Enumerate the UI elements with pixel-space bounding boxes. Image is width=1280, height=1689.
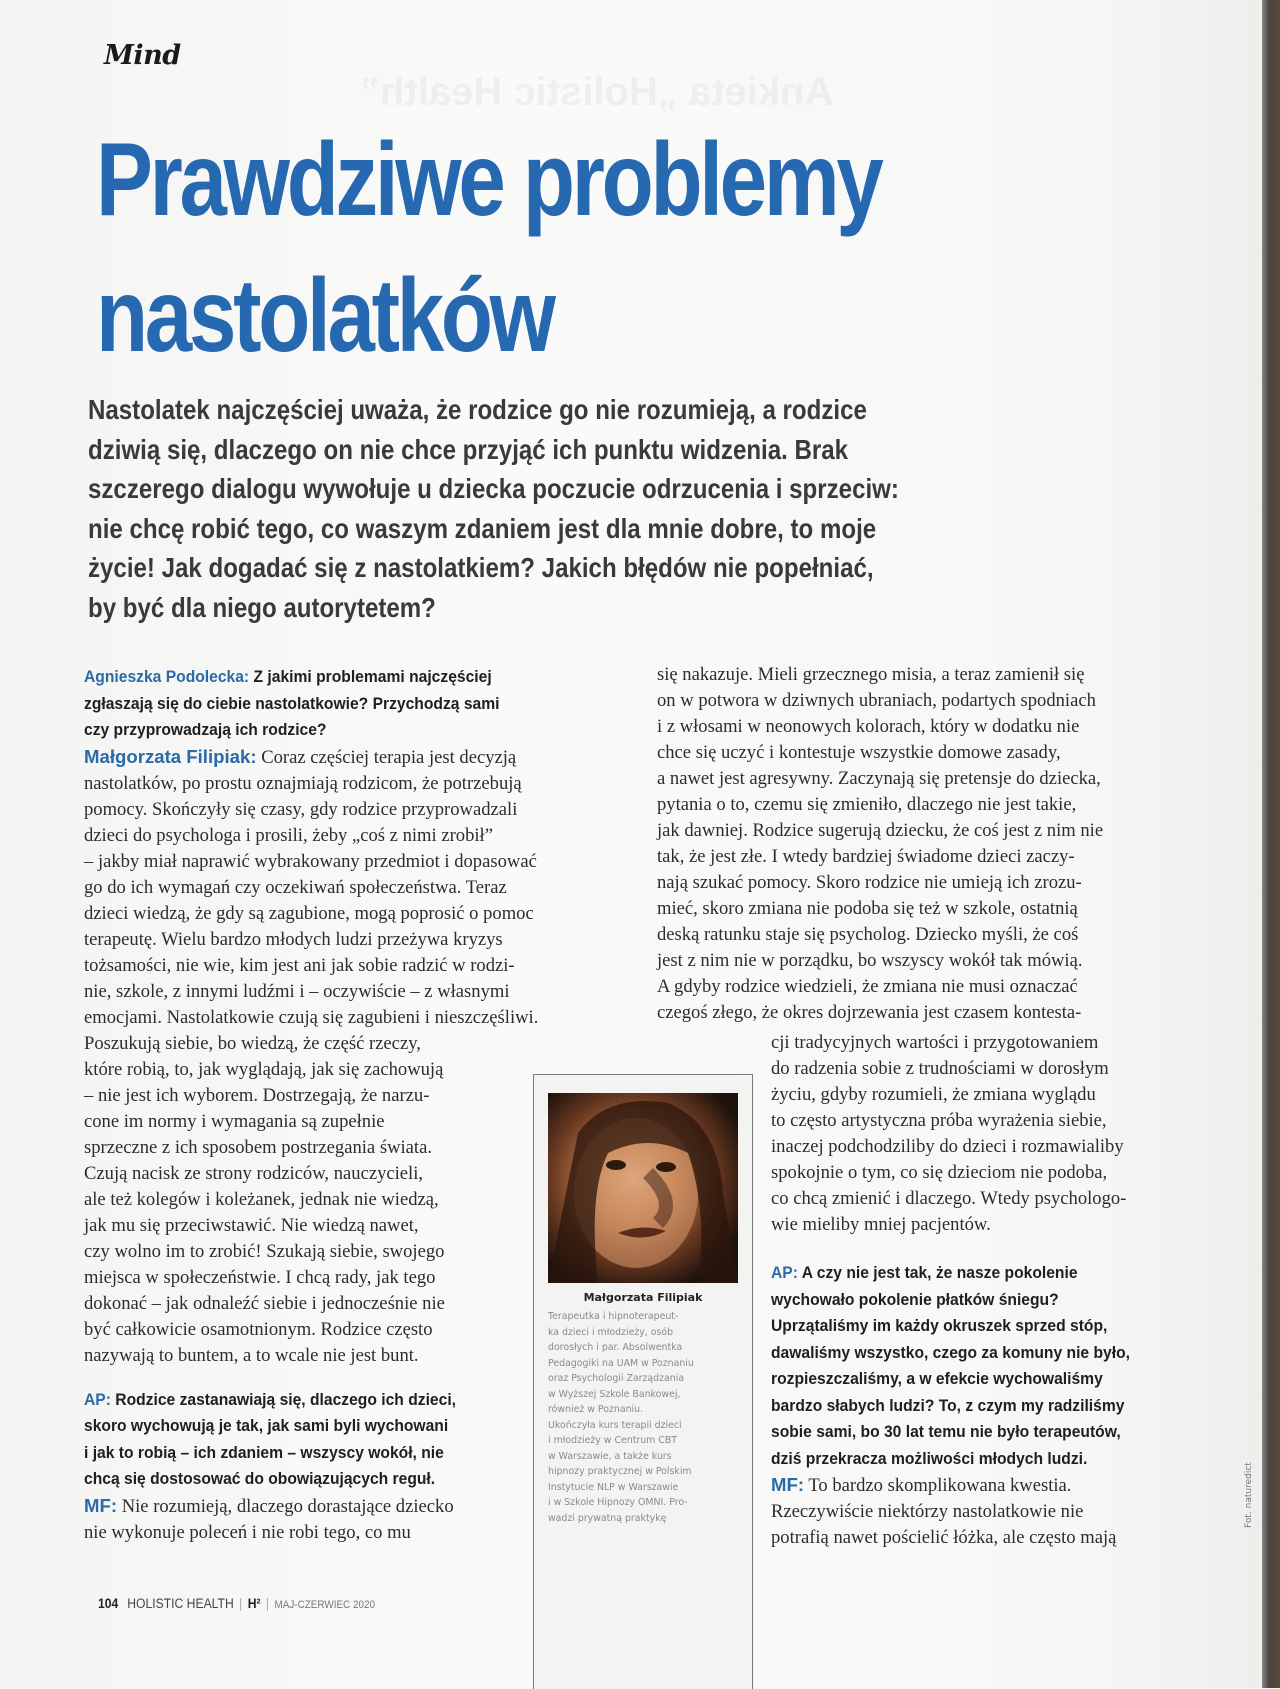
lead-line: życie! Jak dogadać się z nastolatkiem? Jakich błędów nie popełniać,: [88, 552, 874, 583]
profile-name: Małgorzata Filipiak: [583, 1291, 703, 1304]
text-column-1: [84, 664, 604, 1546]
lead-line: szczerego dialogu wywołuje u dziecka poczucie odrzucenia i sprzeciw:: [88, 473, 899, 504]
speaker-label: Małgorzata Filipiak:: [84, 745, 257, 767]
answer-1: Małgorzata Filipiak: Coraz częściej terapia jest decyzją nastolatków, po prostu oznajmiają rodzicom, że potrzebują pomocy. Skończyły się czasy, gdy rodzice przyprowadzali dzieci do psychologa i prosili, żeby „coś z nimi zrobił” – jakby miał naprawić wybrakowany przedmiot i dopasować go do ich wymagań czy oczekiwań społeczeństwa. Teraz dzieci wiedzą, że gdy są zagubione, mogą poprosić o pomoc terapeutę. Wielu bardzo młodych ludzi przeżywa kryzys tożsamości, nie wie, kim jest ani jak sobie radzić w rodzi- nie, szkole, z innymi ludźmi i – oczywiście – z własnymi emocjami. Nastolatkowie czują się zagubieni i nieszczęśliwi. Poszukują siebie, bo wiedzą, że część rzeczy, które robią, to, jak wyglądają, jak się zachowują – nie jest ich wyborem. Dostrzegają, że narzu- cone im normy i wymagania są zupełnie sprzeczne z ich sposobem postrzegania świata. Czują nacisk ze strony rodziców, nauczycieli, ale też kolegów i koleżanek, jednak nie wiedzą, jak mu się przeciwstawić. Nie wiedzą nawet, czy wolno im to zrobić! Szukają siebie, swojego miejsca w społeczeństwie. I chcą rady, jak tego dokonać – jak odnaleźć siebie i jednocześnie nie być całkowicie osamotnionym. Rodzice często nazywają to buntem, a to wcale nie jest bunt.: [84, 745, 539, 1366]
photo-credit: Fot. naturedict: [1244, 1462, 1254, 1528]
question-1: Agnieszka Podolecka: Z jakimi problemami najczęściej zgłaszają się do ciebie nastolatkowie? Przychodzą sami czy przyprowadzają ich rodzice?: [84, 667, 500, 739]
speaker-label: MF:: [84, 1494, 118, 1516]
text-column-3: cji tradycyjnych wartości i przygotowaniem do radzenia sobie z trudnościami w dorosłym życiu, gdyby rozumieli, że zmiana wyglądu to często artystyczna próba wyrażenia siebie, inaczej podchodziliby do dzieci i rozmawialiby spokojnie o tym, co się dzieciom nie podoba, co chcą zmienić i dlaczego. Wtedy psychologo- wie mieliby mniej pacjentów. AP: A czy nie jest tak, że nasze pokolenie wychowało pokolenie płatków śniegu? Uprzątaliśmy im każdy okruszek sprzed stóp, dawaliśmy wszystko, czego za komuny nie było, rozpieszczaliśmy, a w efekcie wychowaliśmy bardzo słabych ludzi? To, z czym my radziliśmy sobie sami, bo 30 lat temu nie było terapeutów, dziś przekracza możliwości młodych ludzi. MF: To bardzo skomplikowana kwestia. Rzeczywiście niektórzy nastolatkowie nie potrafią nawet pościelić łóżka, ale często mają: [771, 1030, 1201, 1551]
title-line: nastolatków: [96, 258, 553, 374]
question-3: AP: A czy nie jest tak, że nasze pokolenie wychowało pokolenie płatków śniegu? Uprzątaliśmy im każdy okruszek sprzed stóp, dawaliśmy wszystko, czego za komuny nie było, rozpieszczaliśmy, a w efekcie wychowaliśmy bardzo słabych ludzi? To, z czym my radziliśmy sobie sami, bo 30 lat temu nie było terapeutów, dziś przekracza możliwości młodych ludzi.: [771, 1263, 1130, 1468]
profile-sidebar: [533, 1074, 753, 1689]
portrait-photo: [548, 1093, 738, 1283]
lead-line: by być dla niego autorytetem?: [88, 591, 436, 623]
magazine-logo: H²: [247, 1596, 261, 1611]
page-spine-edge: [1262, 0, 1280, 1688]
question-2: AP: Rodzice zastanawiają się, dlaczego ich dzieci, skoro wychowują je tak, jak sami byli wychowani i jak to robią – ich zdaniem – wszyscy wokół, nie chcą się dostosować do obowiązujących reguł.: [84, 1389, 457, 1488]
lead-line: nie chcę robić tego, co waszym zdaniem jest dla mnie dobre, to moje: [88, 512, 877, 544]
answer-2: MF: Nie rozumieją, dlaczego dorastające dziecko nie wykonuje poleceń i nie robi tego, co mu: [84, 1494, 454, 1543]
page-footer: 104 HOLISTIC HEALTH | H² | MAJ-CZERWIEC 2020: [98, 1596, 375, 1611]
profile-bio: Terapeutka i hipnoterapeut- ka dzieci i młodzieży, osób dorosłych i par. Absolwentka Pedagogiki na UAM w Poznaniu oraz Psychologii Zarządzania w Wyższej Szkole Bankowej, również w Poznaniu. Ukończyła kurs terapii dzieci i młodzieży w Centrum CBT w Warszawie, a także kurs hipnozy praktycznej w Polskim Instytucie NLP w Warszawie i w Szkole Hipnozy OMNI. Pro- wadzi prywatną praktykę: [548, 1311, 694, 1524]
lead-line: dziwią się, dlaczego on nie chce przyjąć ich punktu widzenia. Brak: [88, 433, 849, 465]
article-lead: [88, 390, 1051, 627]
section-label: Mind: [104, 40, 181, 71]
portrait-icon: [548, 1093, 738, 1283]
title-line: Prawdziwe problemy: [96, 122, 881, 238]
lead-line: Nastolatek najczęściej uważa, że rodzice go nie rozumieją, a rodzice: [88, 394, 867, 425]
magazine-name: HOLISTIC HEALTH: [127, 1596, 234, 1611]
text-column-2: się nakazuje. Mieli grzecznego misia, a teraz zamienił się on w potwora w dziwnych ubraniach, podartych spodniach i z włosami w neonowych kolorach, który w dodatku nie chce się uczyć i kontestuje wszystkie domowe zasady, a nawet jest agresywny. Zaczynają się pretensje do dziecka, pytania o to, czemu się zmieniło, dlaczego nie jest takie, jak dawniej. Rodzice sugerują dziecku, że coś jest z nim nie tak, że jest złe. I wtedy bardziej świadome dzieci zaczy- nają szukać pomocy. Skoro rodzice nie umieją ich zrozu- mieć, skoro zmiana nie podoba się też w szkole, ostatnią deską ratunku staje się psycholog. Dziecko myśli, że coś jest z nim nie w porządku, bo wszyscy wokół tak mówią. A gdyby rodzice wiedzieli, że zmiana nie musi oznaczać czegoś złego, że okres dojrzewania jest czasem kontesta-: [657, 664, 1104, 1023]
page-number: 104: [98, 1596, 119, 1611]
answer-3: MF: To bardzo skomplikowana kwestia. Rzeczywiście niektórzy nastolatkowie nie potrafią nawet pościelić łóżka, ale często mają: [771, 1474, 1117, 1548]
speaker-label: AP:: [771, 1263, 798, 1282]
speaker-label: AP:: [84, 1389, 111, 1409]
issue-date: MAJ-CZERWIEC 2020: [274, 1599, 375, 1611]
speaker-label: MF:: [771, 1474, 805, 1495]
speaker-label: Agnieszka Podolecka:: [84, 667, 250, 686]
article-title: [96, 112, 932, 384]
